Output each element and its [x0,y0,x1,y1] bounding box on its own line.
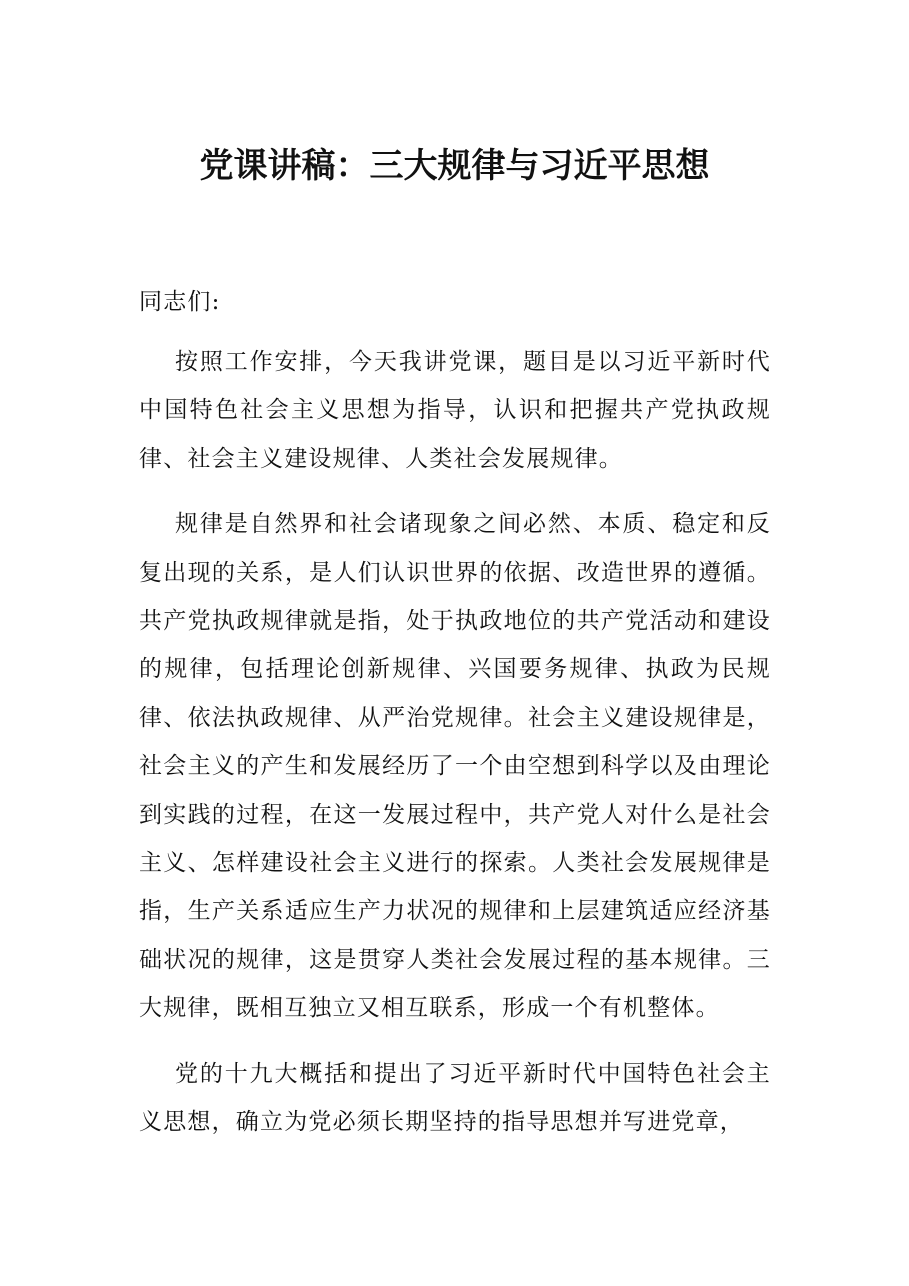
document-title: 党课讲稿：三大规律与习近平思想 [199,146,710,186]
paragraph-2: 规律是自然界和社会诸现象之间必然、本质、稳定和反复出现的关系，是人们认识世界的依据、改造世界的遵循。共产党执政规律就是指，处于执政地位的共产党活动和建设的规律，包括理论创新规律、兴国要务规律、执政为民规律、依法执政规律、从严治党规律。社会主义建设规律是，社会主义的产生和发展经历了一个由空想到科学以及由理论到实践的过程，在这一发展过程中，共产党人对什么是社会主义、怎样建设社会主义进行的探索。人类社会发展规律是指，生产关系适应生产力状况的规律和上层建筑适应经济基础状况的规律，这是贯穿人类社会发展过程的基本规律。三大规律，既相互独立又相互联系，形成一个有机整体。 [139,511,771,1022]
paragraph-3: 党的十九大概括和提出了习近平新时代中国特色社会主义思想，确立为党必须长期坚持的指导思想并写进党章， [139,1060,771,1136]
document-body [139,280,771,1164]
salutation: 同志们: [139,289,221,315]
paragraph-1: 按照工作安排，今天我讲党课，题目是以习近平新时代中国特色社会主义思想为指导，认识和把握共产党执政规律、社会主义建设规律、人类社会发展规律。 [139,349,771,472]
